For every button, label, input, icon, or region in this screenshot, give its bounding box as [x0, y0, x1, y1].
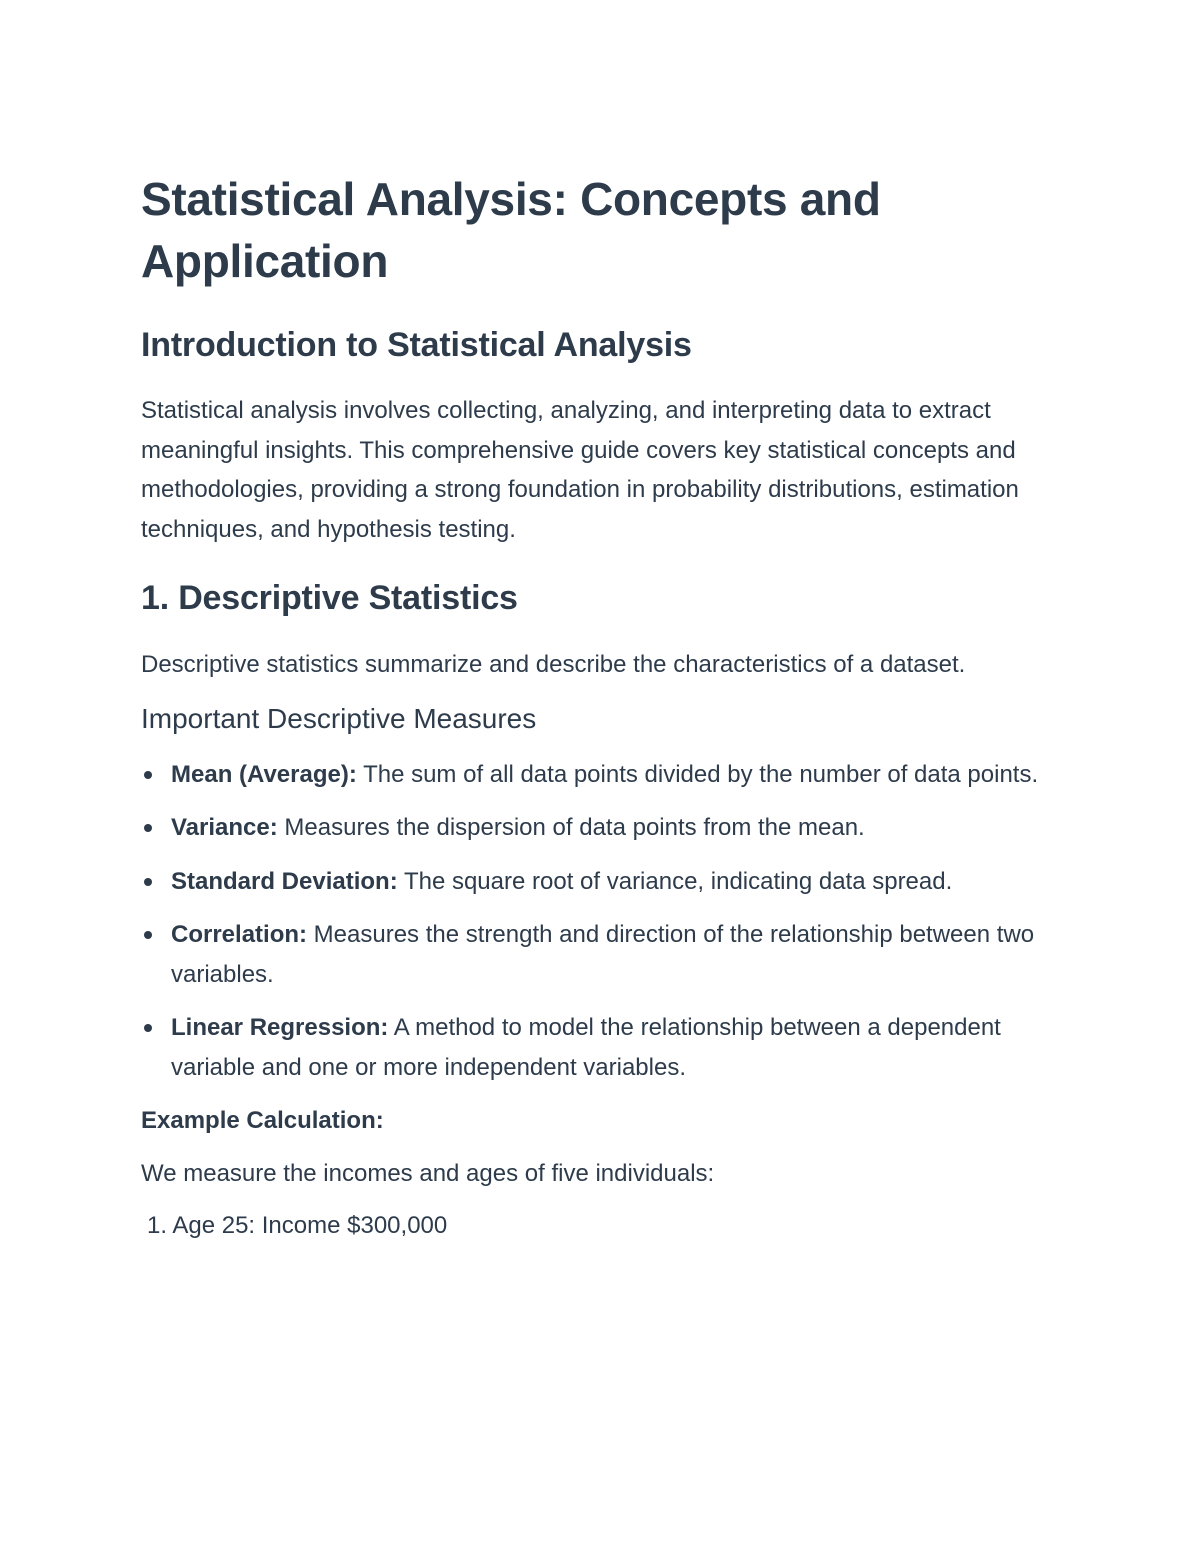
measure-term: Linear Regression:	[171, 1014, 389, 1041]
measure-description: The sum of all data points divided by the number of data points.	[356, 760, 1039, 788]
measure-description: Measures the dispersion of data points from the mean.	[277, 814, 865, 841]
section-heading-descriptive-statistics: 1. Descriptive Statistics	[141, 579, 518, 617]
descriptive-statistics-paragraph: Descriptive statistics summarize and describe the characteristics of a dataset.	[141, 651, 966, 678]
measure-description: The square root of variance, indicating data spread.	[397, 867, 953, 895]
measure-description: A method to model the relationship between a dependent variable and one or more independent variables.	[171, 1014, 1001, 1081]
page-title: Statistical Analysis: Concepts and Application	[141, 173, 881, 287]
measures-list	[141, 755, 1041, 1088]
measure-description: Measures the strength and direction of the relationship between two variables.	[171, 921, 1035, 988]
introduction-paragraph: Statistical analysis involves collecting, analyzing, and interpreting data to extract meaningful insights. This comprehensive guide covers key statistical concepts and methodologies, providing a strong foundation in probability distributions, estimation techniques, and hypothesis testing.	[141, 397, 1019, 543]
list-item: 1. Age 25: Income $300,000	[147, 1212, 448, 1239]
bullet-icon	[144, 1024, 152, 1032]
bullet-icon	[144, 824, 152, 832]
measure-term: Mean (Average):	[171, 760, 357, 788]
document-page	[141, 168, 1041, 1246]
bullet-icon	[144, 878, 152, 886]
measure-term: Correlation:	[171, 921, 308, 948]
list-item	[141, 862, 1041, 902]
bullet-icon	[144, 771, 152, 779]
example-intro-paragraph: We measure the incomes and ages of five individuals:	[141, 1159, 715, 1187]
bullet-icon	[144, 931, 152, 939]
measure-term: Standard Deviation:	[171, 867, 398, 895]
list-item	[141, 1008, 1041, 1087]
list-item	[141, 915, 1041, 994]
example-calculation-label: Example Calculation:	[141, 1107, 384, 1134]
subheading-descriptive-measures: Important Descriptive Measures	[141, 702, 537, 734]
list-item	[141, 808, 1041, 848]
list-item	[141, 755, 1041, 795]
section-heading-introduction: Introduction to Statistical Analysis	[141, 326, 692, 364]
example-data-list	[141, 1206, 1041, 1246]
measure-term: Variance:	[171, 814, 278, 841]
